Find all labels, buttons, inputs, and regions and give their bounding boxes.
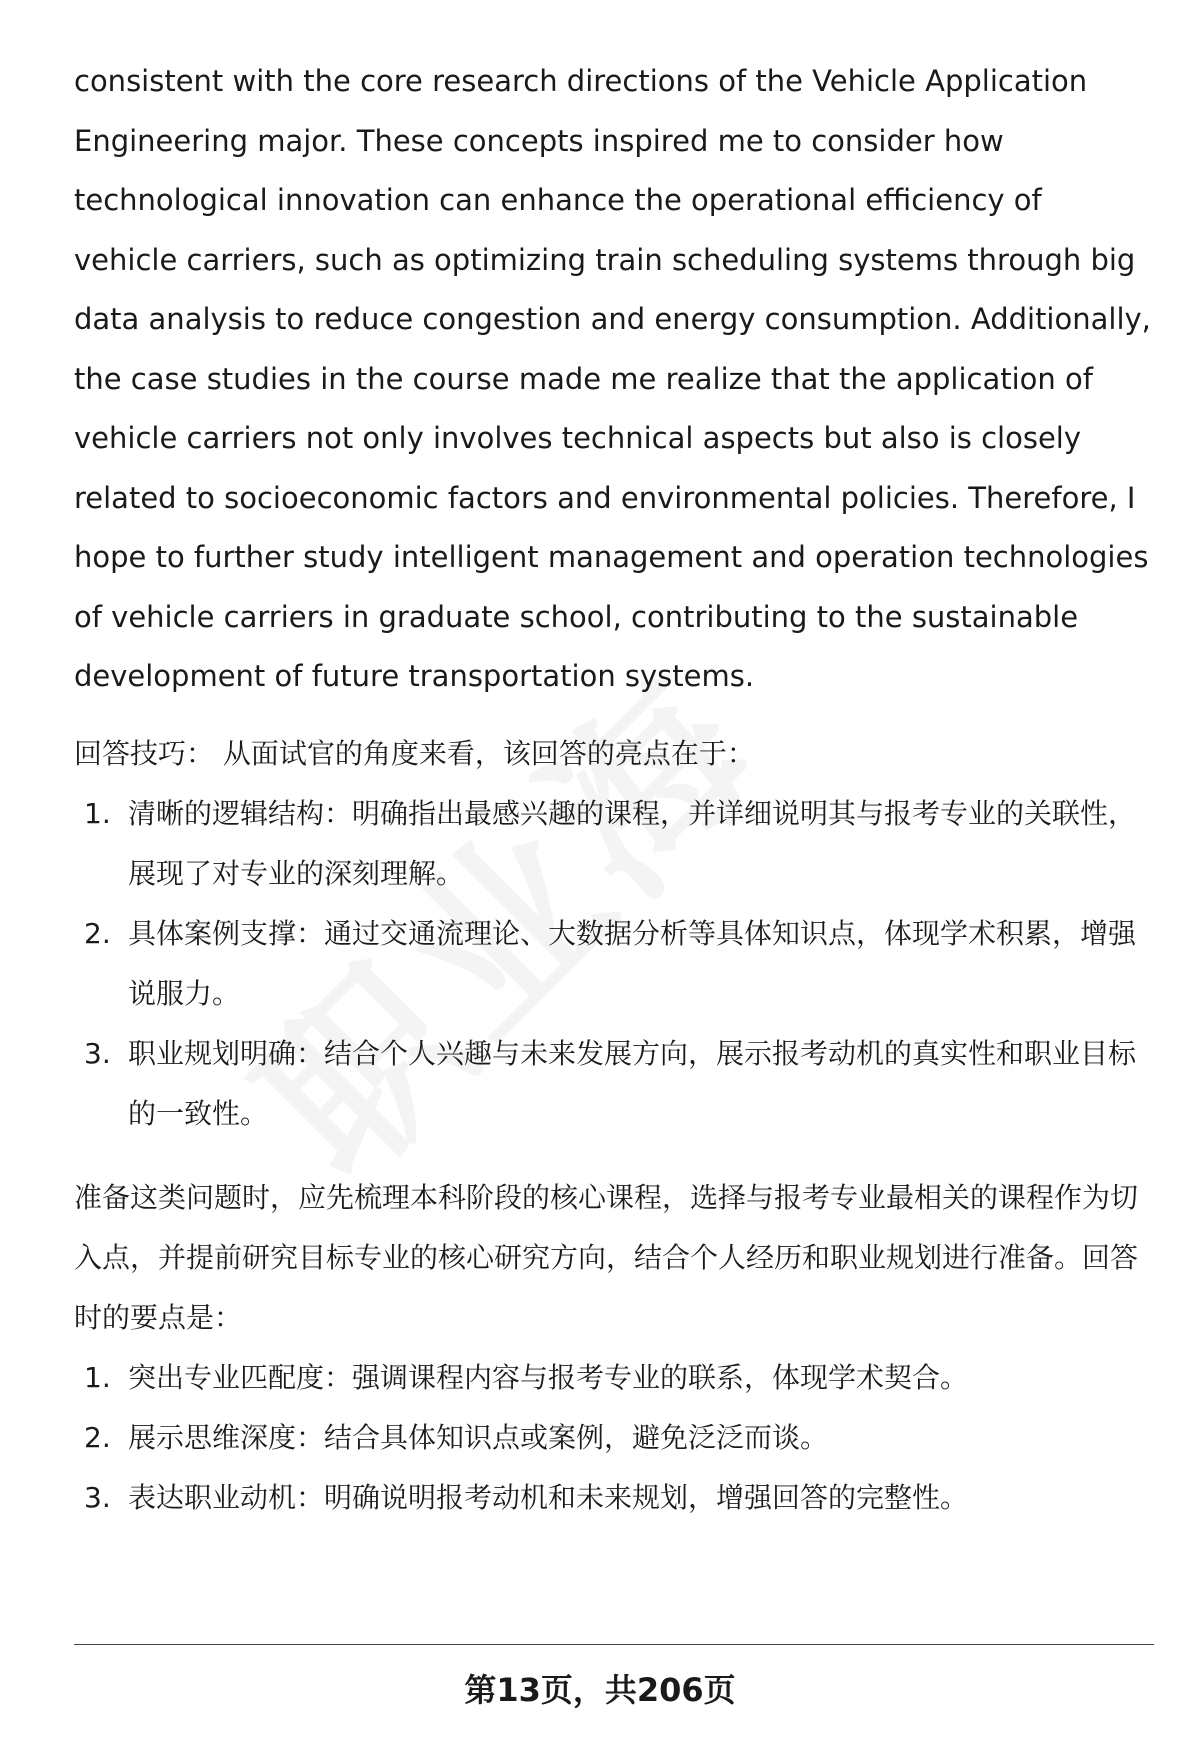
list-item-number: 2. — [84, 916, 111, 950]
list-item — [74, 1024, 1154, 1144]
list-item — [74, 1408, 1154, 1468]
list-item-text: 突出专业匹配度：强调课程内容与报考专业的联系，体现学术契合。 — [128, 1360, 969, 1394]
list-item-text: 表达职业动机：明确说明报考动机和未来规划，增强回答的完整性。 — [128, 1480, 969, 1514]
list-item — [74, 1468, 1154, 1528]
list-item — [74, 1348, 1154, 1408]
list-item — [74, 784, 1154, 904]
preparation-paragraph: 准备这类问题时，应先梳理本科阶段的核心课程，选择与报考专业最相关的课程作为切入点，并提前研究目标专业的核心研究方向，结合个人经历和职业规划进行准备。回答时的要点是： — [74, 1180, 1139, 1334]
english-answer-paragraph: consistent with the core research directions of the Vehicle Application Engineering major. These concepts inspired me to consider how technological innovation can enhance the operational efficiency of vehicle carriers, such as optimizing train scheduling systems through big data analysis to reduce congestion and energy consumption. Additionally, the case studies in the course made me realize that the application of vehicle carriers not only involves technical aspects but also is closely related to socioeconomic factors and environmental policies. Therefore, I hope to further study intelligent management and operation technologies of vehicle carriers in graduate school, contributing to the sustainable development of future transportation systems. — [74, 64, 1151, 693]
list-item-text: 职业规划明确：结合个人兴趣与未来发展方向，展示报考动机的真实性和职业目标的一致性。 — [128, 1036, 1137, 1130]
tips-list — [74, 784, 1154, 1144]
footer-divider — [74, 1644, 1154, 1645]
page-number: 第13页，共206页 — [464, 1671, 736, 1709]
list-item-text: 清晰的逻辑结构：明确指出最感兴趣的课程，并详细说明其与报考专业的关联性，展现了对专业的深刻理解。 — [128, 796, 1137, 890]
list-item-number: 3. — [84, 1036, 111, 1070]
list-item-text: 展示思维深度：结合具体知识点或案例，避免泛泛而谈。 — [128, 1420, 829, 1454]
list-item — [74, 904, 1154, 1024]
page-content — [74, 52, 1154, 1528]
list-item-number: 2. — [84, 1420, 111, 1454]
key-points-list — [74, 1348, 1154, 1528]
list-item-number: 1. — [84, 1360, 111, 1394]
tips-heading: 回答技巧： 从面试官的角度来看，该回答的亮点在于： — [74, 736, 755, 770]
list-item-text: 具体案例支撑：通过交通流理论、大数据分析等具体知识点，体现学术积累，增强说服力。 — [128, 916, 1137, 1010]
list-item-number: 3. — [84, 1480, 111, 1514]
list-item-number: 1. — [84, 796, 111, 830]
